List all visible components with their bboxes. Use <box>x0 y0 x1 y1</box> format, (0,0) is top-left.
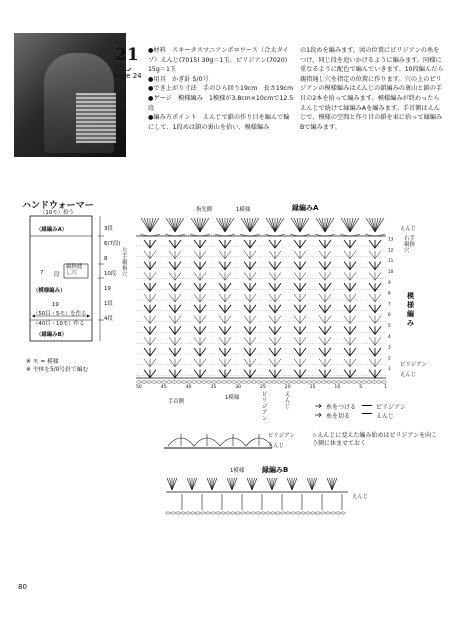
schematic-note-1: ※ モ = 模様 <box>26 359 59 365</box>
edge-b-chain <box>221 512 225 514</box>
edge-b-chain <box>171 512 175 514</box>
row-number: 7 <box>388 301 391 307</box>
edge-b-stitch <box>172 478 177 490</box>
chain-stitch <box>247 381 251 383</box>
chart-side-col-1: ピリジアン <box>400 362 427 368</box>
chain-stitch <box>302 381 306 383</box>
schematic-note-2: ※ 全体を5/0号針で編む <box>26 367 89 373</box>
edge-a-stitch <box>275 218 281 232</box>
row-number: 13 <box>388 236 394 242</box>
pattern-number: 21 <box>115 45 139 65</box>
schematic-cast-on: （40目・10モ）作る <box>33 321 85 327</box>
edge-b-chain <box>211 512 215 514</box>
stitch-number: 10 <box>334 385 341 388</box>
section-title: ハンドウォーマー <box>22 201 94 211</box>
row-number: 3 <box>388 344 391 350</box>
schematic-edge-b: （縁編みB） <box>36 332 68 338</box>
legend-join: 糸をつける <box>326 404 357 411</box>
edge-b-chain <box>271 512 275 514</box>
edge-a-stitch <box>175 218 181 232</box>
spec-tools: ●用具 かぎ針 5/0号 <box>148 75 209 83</box>
chain-stitch <box>367 381 371 383</box>
edge-b-chain <box>316 512 320 514</box>
chain-stitch <box>332 381 336 383</box>
edge-b-stitch <box>332 478 337 490</box>
dim-4: 19 <box>104 286 111 292</box>
edge-b-chain <box>266 512 270 514</box>
stitch-number: 1 <box>384 385 387 388</box>
edge-b-chain <box>216 512 220 514</box>
edge-b-stitch <box>272 478 275 490</box>
edge-b-chain <box>296 512 300 514</box>
edge-b-stitch <box>292 478 295 490</box>
chart-side-col-0: えんじ <box>400 226 417 232</box>
edge-a-stitch <box>144 218 150 232</box>
joining-label-0: ピリジアン <box>268 433 295 439</box>
stitch-number: 30 <box>235 385 242 388</box>
edge-b-chain <box>241 512 245 514</box>
stitch-number: 35 <box>210 385 217 388</box>
edge-a-stitch <box>300 218 306 232</box>
edge-b-chain <box>236 512 240 514</box>
chain-stitch <box>282 381 286 383</box>
edge-b-stitch <box>267 478 272 490</box>
edge-a-stitch <box>169 218 175 232</box>
dim-2: 8 <box>104 256 108 262</box>
spec-points: ●編み方ポイント えんじで鎖の作り目を編んで輪にして、1段めは鎖の裏山を拾い、模様編み <box>148 114 290 131</box>
chain-stitch <box>382 381 386 383</box>
stitch-number: 40 <box>185 385 192 388</box>
dim-6: 4段 <box>104 316 113 322</box>
chart-repeat-label: 1模様 <box>236 207 251 213</box>
edge-b-stitch <box>247 478 252 490</box>
edge-a-stitch <box>200 218 206 232</box>
edge-a-stitch <box>294 218 300 232</box>
edge-a-stitch <box>375 218 381 232</box>
main-chart-svg <box>128 210 396 388</box>
chain-stitch <box>377 381 381 383</box>
chain-stitch <box>242 381 246 383</box>
edge-b-chain <box>276 512 280 514</box>
edge-a-stitch <box>194 218 200 232</box>
dim-1: 6(7段) <box>104 241 121 247</box>
chart-bottom-label-1: えんじ <box>285 392 291 410</box>
chain-stitch <box>182 381 186 383</box>
edge-a-stitch <box>369 218 375 232</box>
edge-b-stitch <box>212 478 217 490</box>
edge-b-stitch <box>252 478 257 490</box>
edge-b-chain <box>176 512 180 514</box>
edge-b-chain <box>186 512 190 514</box>
chain-stitch <box>272 381 276 383</box>
edge-b-stitch <box>187 478 192 490</box>
edge-b-chain <box>281 512 285 514</box>
edge-b-stitch <box>307 478 312 490</box>
chain-stitch <box>227 381 231 383</box>
edge-b-chain <box>306 512 310 514</box>
edge-a-stitch <box>250 218 256 232</box>
edge-b-stitch <box>232 478 235 490</box>
chain-stitch <box>167 381 171 383</box>
edge-b-chain <box>341 512 345 514</box>
legend-line-a <box>362 405 372 406</box>
legend-note: ☆えんじに変えた編み始めはピリジアンを向こう側に休ませておく <box>312 432 438 447</box>
chain-stitch <box>137 381 141 383</box>
stitch-number: 45 <box>160 385 167 388</box>
chart-wrist-side: 手首側 <box>168 399 185 405</box>
row-number: 11 <box>388 258 394 264</box>
edge-b-stitch <box>207 478 212 490</box>
chain-stitch <box>352 381 356 383</box>
dim-3: 10段 <box>104 271 117 277</box>
edge-b-stitch <box>332 478 335 490</box>
edge-b-color: えんじ <box>352 494 369 500</box>
chain-stitch <box>357 381 361 383</box>
edge-b-stitch <box>270 478 273 490</box>
edge-a-stitch <box>325 218 331 232</box>
edge-a-stitch <box>244 218 250 232</box>
chart-finger-side: 指先側 <box>196 207 213 213</box>
row-number: 8 <box>388 290 391 296</box>
dim-5: 1段 <box>104 301 113 307</box>
chart-title-a: 縁編みA <box>292 204 319 212</box>
edge-b-chain <box>181 512 185 514</box>
edge-b-chain <box>166 512 170 514</box>
chain-stitch <box>347 381 351 383</box>
chain-stitch <box>262 381 266 383</box>
chain-stitch <box>322 381 326 383</box>
row-number: 10 <box>388 269 394 274</box>
page-number: 80 <box>18 583 27 591</box>
chart-bottom-label-0: ピリジアン <box>262 392 268 422</box>
schematic-top-label: （10モ）拾う <box>40 210 74 216</box>
edge-b-stitch <box>210 478 213 490</box>
schematic-pattern-label: （模様編み） <box>33 288 66 294</box>
schematic-edge-a: （縁編みA） <box>36 227 68 233</box>
instructions-text: の1段めを編みます。図の位置にピリジアンの糸をつけ、同じ段を追いかけるように編みます。同様に重なるように配色で編んでいきます。10段編んだら親指通し穴を指定の位置に作ります。穴の上のピリジアンの模様編みはえんじの鎖編みの裏山と鎖の手目の2本を拾って編みます。模様編みが終わったらえんじで続けて縁編みAを編みます。手首側はえんじで、模様の空間と作り目の鎖を束に拾って縁編みBで編みます。 <box>300 47 444 131</box>
chain-stitch <box>162 381 166 383</box>
chain-stitch <box>342 381 346 383</box>
edge-b-stitch <box>192 478 195 490</box>
edge-b-chain <box>301 512 305 514</box>
edge-b-stitch <box>292 478 297 490</box>
stitch-number: 20 <box>284 385 291 388</box>
edge-b-chain <box>251 512 255 514</box>
chain-stitch <box>192 381 196 383</box>
edge-b-chain <box>291 512 295 514</box>
edge-a-stitch <box>350 218 356 232</box>
row-number: 2 <box>388 355 391 361</box>
schematic-thumb-side: 7 <box>40 270 44 276</box>
edge-a-stitch <box>319 218 325 232</box>
chain-stitch <box>312 381 316 383</box>
chain-stitch <box>207 381 211 383</box>
edge-b-chain <box>326 512 330 514</box>
chain-stitch <box>172 381 176 383</box>
chain-stitch <box>237 381 241 383</box>
edge-b-chain <box>311 512 315 514</box>
product-photo <box>14 33 126 157</box>
chain-stitch <box>297 381 301 383</box>
chain-stitch <box>267 381 271 383</box>
chain-stitch <box>217 381 221 383</box>
chain-stitch <box>337 381 341 383</box>
edge-b-title: 縁編みB <box>262 466 289 474</box>
chain-stitch <box>142 381 146 383</box>
edge-b-chain <box>336 512 340 514</box>
dim-0: 3段 <box>104 226 113 232</box>
chain-stitch <box>252 381 256 383</box>
edge-b-stitch <box>230 478 233 490</box>
chain-stitch <box>152 381 156 383</box>
edge-a-stitch <box>150 218 156 232</box>
edge-a-stitch <box>219 218 225 232</box>
chain-stitch <box>177 381 181 383</box>
chain-stitch <box>202 381 206 383</box>
schematic-thumb-dim: 段 <box>54 272 60 278</box>
edge-b-stitch <box>192 478 197 490</box>
edge-b-chain <box>191 512 195 514</box>
edge-b-chain <box>206 512 210 514</box>
edge-b-stitch <box>290 478 293 490</box>
edge-b-stitch <box>287 478 292 490</box>
chain-stitch <box>287 381 291 383</box>
edge-b-chain <box>231 512 235 514</box>
schematic-thumb-label: 親指通し穴 <box>66 264 83 276</box>
edge-b-stitch <box>167 478 172 490</box>
schematic-width-sub: （50目・5モ）を作る <box>33 311 87 317</box>
chain-stitch <box>372 381 376 383</box>
edge-b-chain <box>286 512 290 514</box>
edge-b-stitch <box>252 478 255 490</box>
chain-stitch <box>147 381 151 383</box>
edge-b-stitch <box>250 478 253 490</box>
legend-cut: 糸を切る <box>326 413 351 420</box>
edge-b-stitch <box>190 478 193 490</box>
legend-line-b <box>362 413 372 414</box>
page-reference: page 24 <box>113 72 142 80</box>
chain-stitch <box>362 381 366 383</box>
chain-stitch <box>222 381 226 383</box>
edge-b-stitch <box>330 478 333 490</box>
edge-b-stitch <box>327 478 332 490</box>
specs-block <box>148 46 294 132</box>
stitch-number: 50 <box>136 385 142 388</box>
chart-right-thumb: 右手親指穴 <box>404 236 415 254</box>
chart-side-col-2: えんじ <box>400 372 417 378</box>
joining-label-1: えんじ <box>268 443 285 449</box>
edge-b-chart <box>164 472 350 518</box>
chart-left-thumb: 左手親指穴 <box>122 248 128 278</box>
edge-b-chain <box>261 512 265 514</box>
edge-b-stitch <box>212 478 215 490</box>
edge-a-stitch <box>269 218 275 232</box>
spec-size: ●でき上がり寸法 手のひら回り19cm 長さ19cm <box>148 85 294 93</box>
stitch-number: 15 <box>309 385 316 388</box>
main-crochet-chart <box>128 210 396 392</box>
edge-b-chain <box>256 512 260 514</box>
row-number: 1 <box>388 366 391 372</box>
row-number: 12 <box>388 247 394 253</box>
edge-b-stitch <box>310 478 313 490</box>
yarn-icon <box>114 62 132 71</box>
stitch-number: 5 <box>359 385 363 388</box>
edge-b-chain <box>246 512 250 514</box>
spec-gauge: ●ゲージ 模様編み 1模様が3.8cm×10cmで12.5段 <box>148 94 294 112</box>
edge-b-stitch <box>232 478 237 490</box>
edge-b-repeat: 1模様 <box>230 468 245 474</box>
edge-a-stitch <box>225 218 231 232</box>
legend-color-b: えんじ <box>376 413 395 420</box>
edge-a-stitch <box>344 218 350 232</box>
edge-b-chain <box>331 512 335 514</box>
chain-stitch <box>327 381 331 383</box>
spec-material: ●材料 スキータスマニアンポロワース（合太タイプ）えんじ(7015) 30g＝1玉、ピリジアン(7020) 15g＝1玉 <box>148 47 289 74</box>
row-number: 5 <box>388 323 391 328</box>
edge-b-stitch <box>272 478 277 490</box>
edge-b-stitch <box>312 478 317 490</box>
edge-b-stitch <box>312 478 315 490</box>
row-number: 4 <box>388 333 391 339</box>
chain-stitch <box>277 381 281 383</box>
row-number: 9 <box>388 279 391 285</box>
chain-stitch <box>317 381 321 383</box>
chain-stitch <box>212 381 216 383</box>
chart-pattern-label: 模様編み <box>407 292 414 327</box>
row-number: 6 <box>388 312 391 318</box>
chain-stitch <box>157 381 161 383</box>
stitch-number: 25 <box>260 385 266 388</box>
chain-stitch <box>292 381 296 383</box>
edge-b-chain <box>196 512 200 514</box>
chain-stitch <box>197 381 201 383</box>
edge-b-chain <box>226 512 230 514</box>
edge-b-stitch <box>172 478 175 490</box>
edge-b-stitch <box>227 478 232 490</box>
chain-stitch <box>187 381 191 383</box>
chain-stitch <box>307 381 311 383</box>
chain-stitch <box>232 381 236 383</box>
edge-b-stitch <box>170 478 173 490</box>
edge-b-chain <box>321 512 325 514</box>
edge-b-chain <box>201 512 205 514</box>
chain-stitch <box>257 381 261 383</box>
chart-bottom-repeat: 1模様 <box>225 395 240 401</box>
schematic-width: 19 <box>52 302 59 308</box>
legend-color-a: ピリジアン <box>376 404 406 411</box>
